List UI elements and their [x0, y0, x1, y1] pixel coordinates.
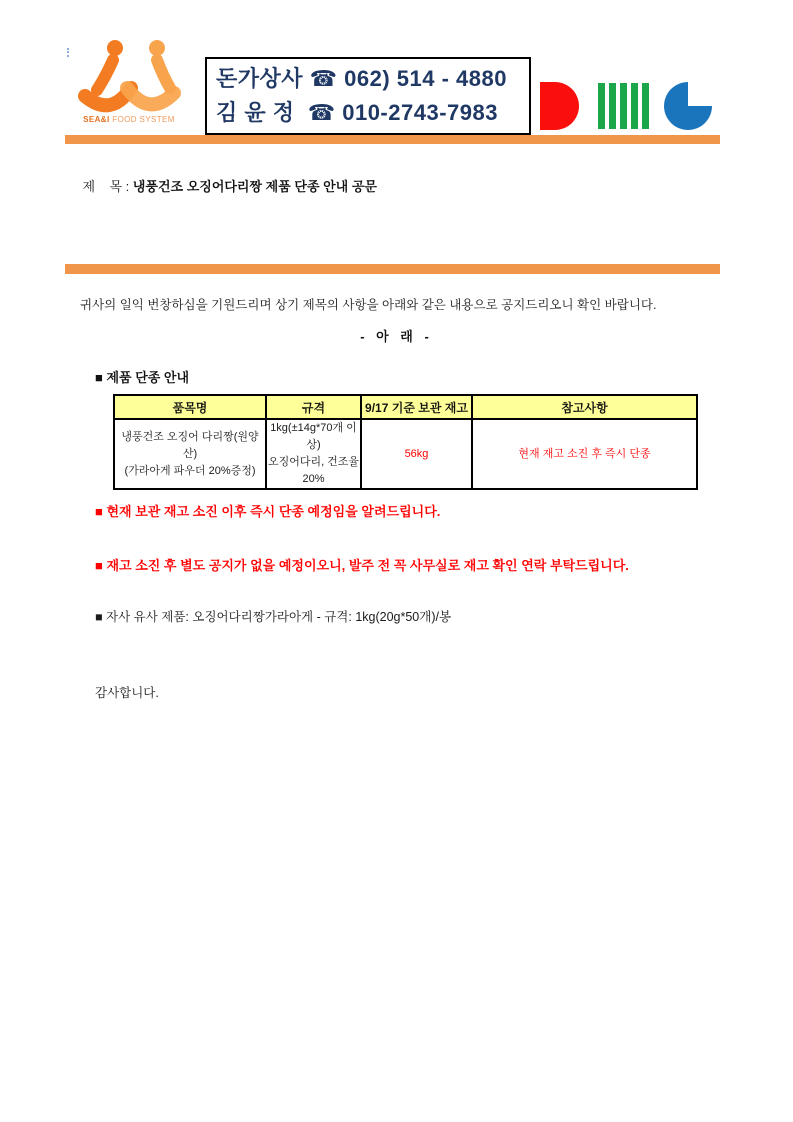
header-logo-marks: [540, 82, 712, 130]
cell-item-name: 냉풍건조 오징어 다리짱(원양산) (가라아게 파우더 20%증정): [114, 419, 266, 489]
section-heading: ■ 제품 단종 안내: [95, 370, 190, 385]
notice-similar-product: ■ 자사 유사 제품: 오징어다리짱가라아게 - 규격: 1kg(20g*50개)/봉: [95, 610, 452, 624]
logo-caption: [70, 115, 188, 124]
logo-brand-suffix: FOOD SYSTEM: [109, 115, 175, 124]
subject-title: 냉풍건조 오징어다리짱 제품 단종 안내 공문: [132, 179, 377, 194]
subject-line: [68, 161, 377, 210]
header-spec: 규격: [266, 395, 361, 419]
table-row: [114, 419, 697, 489]
cell-note: 현재 재고 소진 후 즉시 단종: [472, 419, 697, 489]
notice-check-stock-warning: ■ 재고 소진 후 별도 공지가 없을 예정이오니, 발주 전 꼭 사무실로 재고 확인 연락 부탁드립니다.: [95, 558, 629, 573]
header-item-name: 품목명: [114, 395, 266, 419]
green-bars-icon: [598, 83, 649, 129]
contact-info-box: [205, 57, 531, 135]
table-header-row: [114, 395, 697, 419]
cell-stock: 56kg: [361, 419, 472, 489]
header-note: 참고사항: [472, 395, 697, 419]
contact-line-company-phone: 돈가상사 ☎ 062) 514 - 4880: [216, 66, 507, 91]
closing-thanks: 감사합니다.: [95, 686, 159, 700]
header-stock: 9/17 기준 보관 재고: [361, 395, 472, 419]
orange-divider-middle: [65, 264, 720, 274]
logo-brand-name: SEA&I: [83, 115, 110, 124]
company-logo: [70, 36, 188, 124]
orange-divider-top: [65, 135, 720, 144]
red-d-shape-icon: [540, 82, 579, 130]
two-people-logo-icon: [73, 36, 185, 114]
subject-label: 제 목 :: [82, 179, 133, 194]
notice-discontinue-warning: ■ 현재 보관 재고 소진 이후 즉시 단종 예정임을 알려드립니다.: [95, 504, 441, 519]
greeting-paragraph: 귀사의 일익 번창하심을 기원드리며 상기 제목의 사항을 아래와 같은 내용으로 공지드리오니 확인 바랍니다.: [80, 298, 657, 312]
margin-artifact-mark: [67, 48, 69, 57]
below-divider-text: - 아 래 -: [360, 329, 433, 344]
blue-pacman-shape-icon: [664, 82, 712, 130]
product-discontinuation-table: [113, 394, 698, 490]
contact-line-person-mobile: 김 윤 정 ☎ 010-2743-7983: [216, 100, 498, 125]
cell-spec: 1kg(±14g*70개 이상) 오징어다리, 건조율 20%: [266, 419, 361, 489]
